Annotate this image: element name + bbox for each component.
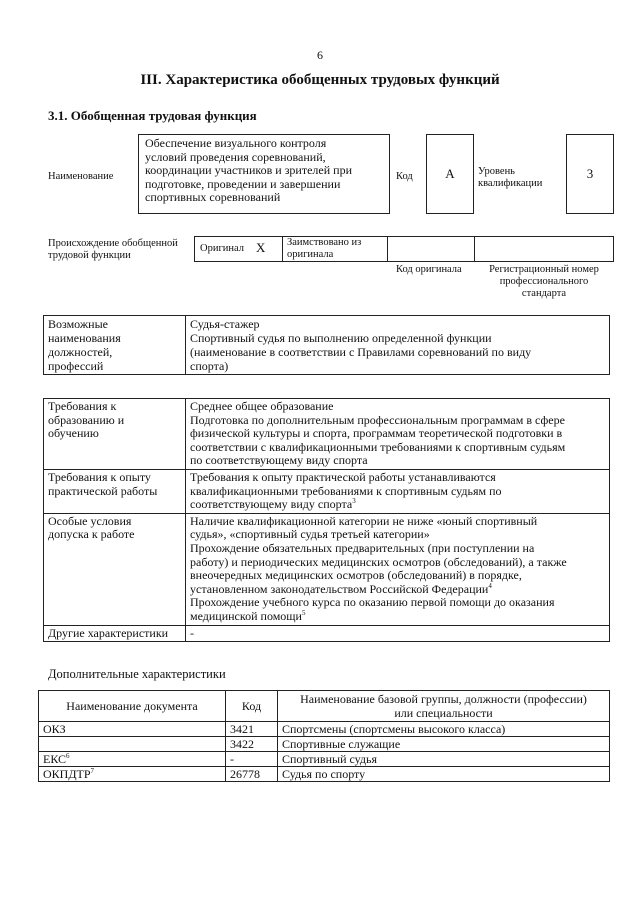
page-number: 6 [317,48,323,62]
positions-table [43,315,610,375]
origin-label: Происхождение обобщенной трудовой функции [48,238,178,261]
otf-name-line: координации участников и зрителей при [145,163,352,177]
other-label: Другие характеристики [44,625,186,642]
origin-divider [387,236,388,262]
experience-value: Требования к опыту практической работы устанавливаются квалификационными требованиями к спортивным судьям по соответствующему виду спорта$^3$ [186,469,610,513]
name-label: Наименование [48,171,114,182]
conditions-value: Наличие квалификационной категории не ниже «юный спортивный судья», «спортивный судья третьей категории» Прохождение обязательных предварительных (при поступлении на работу) и периодических медицинских осмотров (обследований), а также внеочередных медицинских осмотров (обследований) в порядке, установленном законодательством Российской Федерации$^4$ Прохождение учебного курса по оказанию первой помощи до оказания медицинской помощи$^5$ [186,513,610,625]
origin-divider [282,236,283,262]
row-code: - [226,752,278,767]
experience-label: Требования к опыту практической работы [44,469,186,513]
conditions-label: Особые условия допуска к работе [44,513,186,625]
row-code: 3421 [226,722,278,737]
row-name: Судья по спорту [278,767,610,782]
additional-caption: Дополнительные характеристики [48,667,226,681]
otf-name-line: условий проведения соревнований, [145,149,326,164]
row-name: Спортсмены (спортсмены высокого класса) [278,722,610,737]
level-label: Уровень квалификации [478,166,543,189]
education-value: Среднее общее образование Подготовка по дополнительным профессиональным программам в сфере физической культуры и спорта, программам теоретической подготовки в соответствии с квалификационными требованиями к спортивным судьям по соответствующему виду спорта [186,399,610,470]
row-doc [39,737,226,752]
positions-value: Судья-стажер Спортивный судья по выполнению определенной функции (наименование в соответствии с Правилами соревнований по виду спорта) [186,316,610,375]
header-doc: Наименование документа [39,691,226,722]
row-doc: ОКПДТР$^7$ [39,767,226,782]
otf-name-line: спортивных соревнований [145,190,281,204]
code-value-box [426,134,474,214]
code-value: A [445,166,455,181]
original-label: Оригинал [200,243,244,254]
table-row [39,737,610,752]
header-code: Код [226,691,278,722]
positions-label: Возможные наименования должностей, профессий [44,316,186,375]
row-doc: ОКЗ [39,722,226,737]
other-value: - [186,625,610,642]
footnote-marker: 5 [301,608,306,617]
row-code: 26778 [226,767,278,782]
row-name: Спортивные служащие [278,737,610,752]
level-value: 3 [586,166,594,181]
row-code: 3422 [226,737,278,752]
table-row [44,513,610,625]
otf-name-box [138,134,390,214]
education-label: Требования к образованию и обучению [44,399,186,470]
table-row [39,752,610,767]
footnote-marker: 3 [352,497,356,506]
footnote-marker: 4 [488,581,492,590]
reg-number-caption: Регистрационный номер профессионального стандарта [489,264,599,299]
code-label: Код [396,171,413,182]
otf-name-line: Обеспечение визуального контроля [145,136,327,150]
table-row [44,469,610,513]
additional-table [38,690,610,782]
table-row [39,691,610,722]
header-name: Наименование базовой группы, должности (профессии) или специальности [278,691,610,722]
section-title: III. Характеристика обобщенных трудовых функций [140,72,500,88]
borrowed-label: Заимствовано из оригинала [287,237,362,260]
level-value-box [566,134,614,214]
table-row [44,399,610,470]
requirements-table [43,398,610,642]
table-row [39,767,610,782]
table-row [39,722,610,737]
row-name: Спортивный судья [278,752,610,767]
origin-divider [474,236,475,262]
original-mark: X [256,240,266,255]
subsection-title: 3.1. Обобщенная трудовая функция [48,108,257,123]
code-original-caption: Код оригинала [396,264,462,275]
table-row [44,316,610,375]
otf-name-line: подготовке, проведении и завершении [145,176,341,191]
row-doc: ЕКС$^6$ [39,752,226,767]
table-row [44,625,610,642]
